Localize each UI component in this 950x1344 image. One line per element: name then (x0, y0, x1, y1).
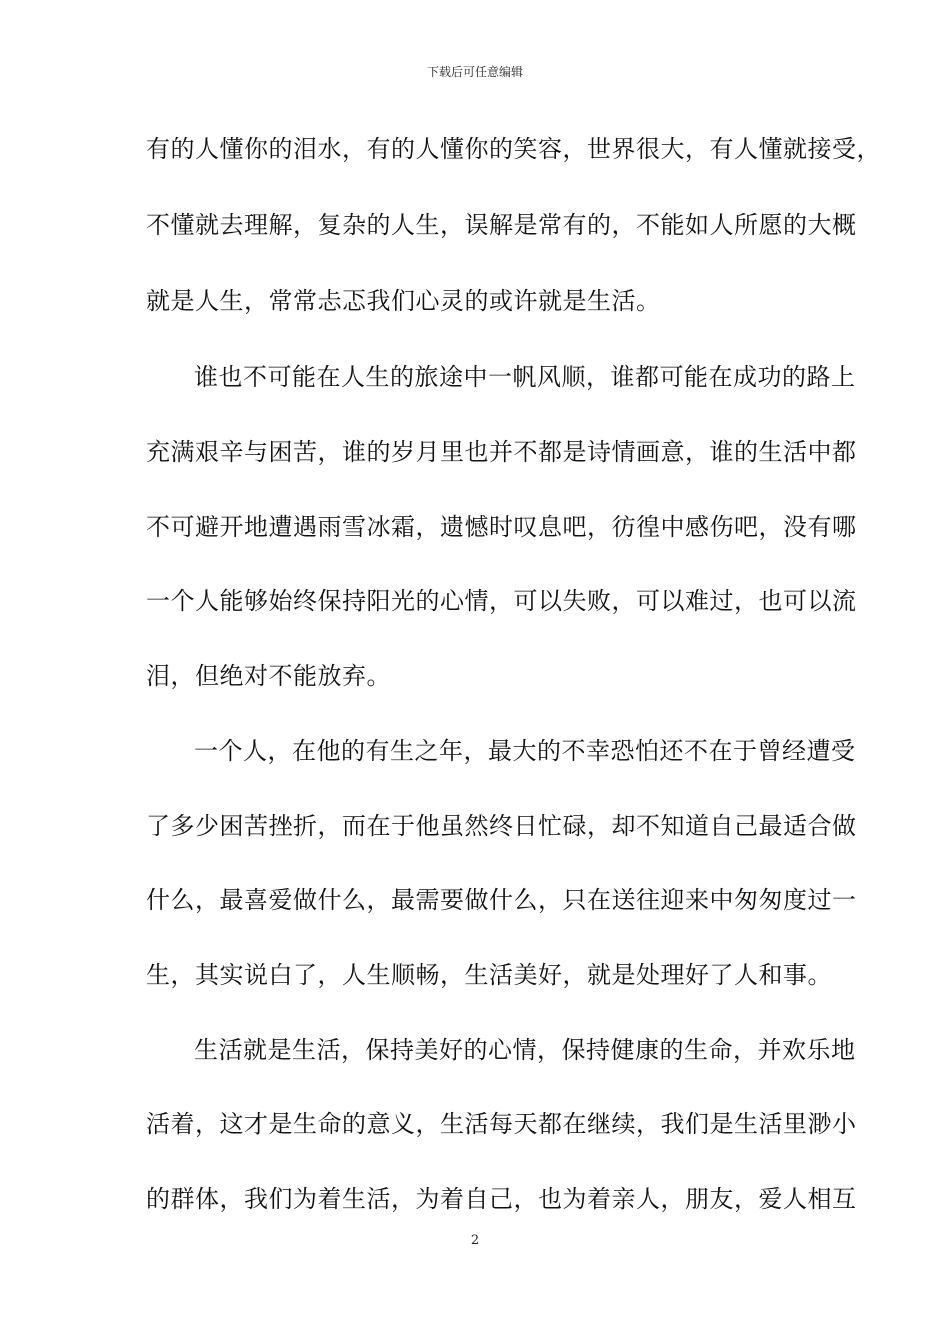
paragraph-line: 生活就是生活，保持美好的心情，保持健康的生命，并欢乐地 (194, 1036, 856, 1064)
paragraph-line: 不可避开地遭遇雨雪冰霜，遗憾时叹息吧，彷徨中感伤吧，没有哪 (146, 513, 857, 541)
paragraph-line: 就是人生，常常忐忑我们心灵的或许就是生活。 (146, 287, 661, 315)
paragraph-line: 一个人，在他的有生之年，最大的不幸恐怕还不在于曾经遭受 (194, 737, 856, 765)
paragraph-line: 活着，这才是生命的意义，生活每天都在继续，我们是生活里渺小 (146, 1110, 857, 1138)
page-header: 下载后可任意编辑 (426, 65, 523, 79)
paragraph-line: 不懂就去理解，复杂的人生，误解是常有的，不能如人所愿的大概 (146, 211, 857, 239)
paragraph-line: 的群体，我们为着生活，为着自己，也为着亲人，朋友，爱人相互 (146, 1185, 857, 1213)
paragraph-line: 谁也不可能在人生的旅途中一帆风顺，谁都可能在成功的路上 (194, 363, 856, 391)
paragraph-line: 一个人能够始终保持阳光的心情，可以失败，可以难过，也可以流 (146, 587, 857, 615)
paragraph-line: 泪，但绝对不能放弃。 (146, 662, 391, 690)
paragraph-line: 生，其实说白了，人生顺畅，生活美好，就是处理好了人和事。 (146, 961, 832, 989)
paragraph-line: 有的人懂你的泪水，有的人懂你的笑容，世界很大，有人懂就接受， (146, 135, 881, 163)
paragraph-line: 充满艰辛与困苦，谁的岁月里也并不都是诗情画意，谁的生活中都 (146, 438, 857, 466)
paragraph-line: 什么，最喜爱做什么，最需要做什么，只在送往迎来中匆匆度过一 (146, 886, 857, 914)
page-number: 2 (470, 1233, 480, 1248)
paragraph-line: 了多少困苦挫折，而在于他虽然终日忙碌，却不知道自己最适合做 (146, 812, 857, 840)
